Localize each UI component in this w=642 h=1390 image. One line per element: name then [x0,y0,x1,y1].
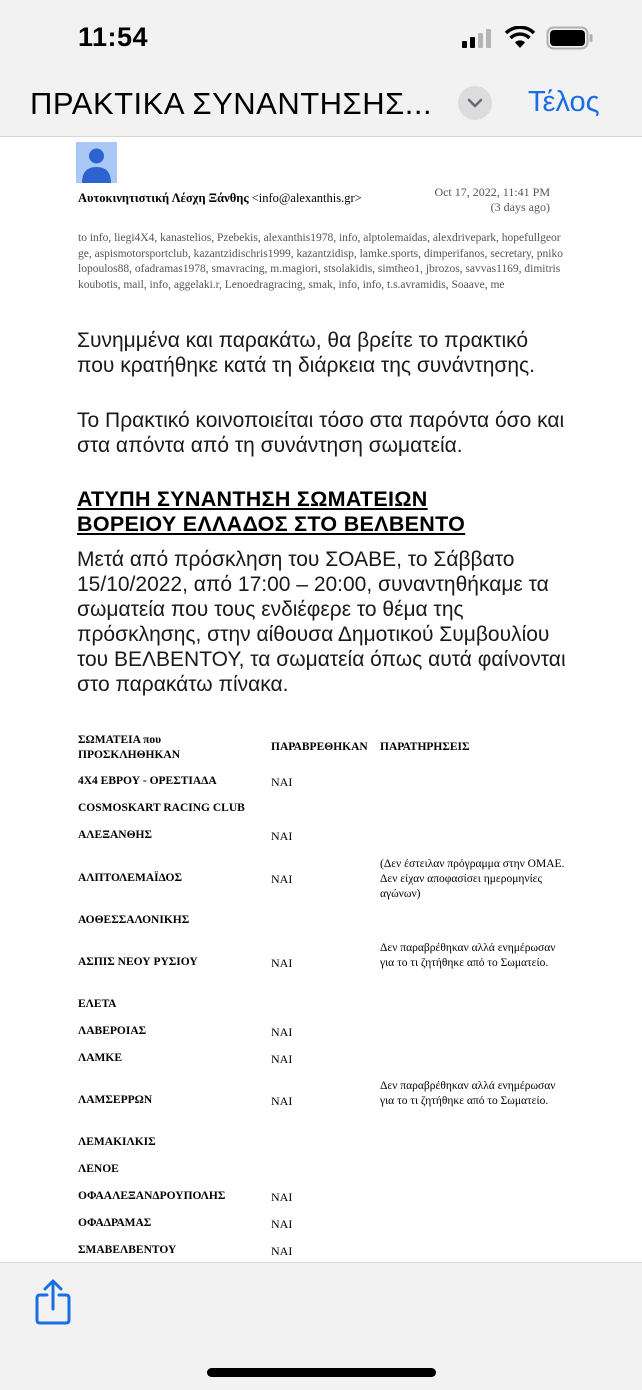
club-name: ΑΛΠΤΟΛΕΜΑΪΔΟΣ [78,872,183,884]
note-value: (Δεν έστειλαν πρόγραμμα στην ΟΜΑΕ. Δεν είχαν αποφασίσει ημερομηνίες αγώνων) [380,858,565,900]
attended-value: ΝΑΙ [271,872,293,886]
document-title: ΠΡΑΚΤΙΚΑ ΣΥΝΑΝΤΗΣΗΣ... [30,86,433,121]
body-paragraph-1: Συνημμένα και παρακάτω, θα βρείτε το πρακτικό που κρατήθηκε κατά τη διάρκεια της συνάντησης. [77,329,536,377]
cellular-signal-icon [462,28,496,48]
home-indicator[interactable] [207,1368,436,1377]
date-time: Oct 17, 2022, 11:41 PM [434,185,550,199]
date-relative: (3 days ago) [490,200,550,214]
attended-value: ΝΑΙ [271,956,293,970]
done-button[interactable]: Τέλος [528,86,600,118]
share-button[interactable] [34,1279,72,1330]
attended-value: ΝΑΙ [271,775,293,789]
document-content[interactable] [0,137,642,1262]
club-name: ΑΣΠΙΣ ΝΕΟΥ ΡΥΣΙΟΥ [78,956,198,968]
club-name: ΛΕΜΑΚΙΛΚΙΣ [78,1136,156,1148]
club-name: ΛΑΒΕΡΟΙΑΣ [78,1025,147,1037]
body-paragraph-2: Το Πρακτικό κοινοποιείται τόσο στα παρόντα όσο και στα απόντα από τη συνάντηση σωματεία. [77,409,565,457]
heading-line-2: ΒΟΡΕΙΟΥ ΕΛΛΑΔΟΣ ΣΤΟ ΒΕΛΒΕΝΤΟ [77,512,466,536]
sender-name: Αυτοκινητιστική Λέσχη Ξάνθης [78,191,249,205]
table-header-attended: ΠΑΡΑΒΡΕΘΗΚΑΝ [271,741,368,753]
status-bar [0,0,642,78]
attended-value: ΝΑΙ [271,1025,293,1039]
status-time: 11:54 [78,22,149,52]
club-name: ΛΕΝΟΕ [78,1163,119,1175]
bottom-toolbar [0,1262,642,1390]
club-name: ΕΛΕΤΑ [78,998,117,1010]
club-name: ΑΟΘΕΣΣΑΛΟΝΙΚΗΣ [78,914,190,926]
sender [78,191,362,206]
attended-value: ΝΑΙ [271,829,293,843]
title-menu-button[interactable] [458,86,492,120]
attended-value: ΝΑΙ [271,1217,293,1231]
note-value: Δεν παραβρέθηκαν αλλά ενημέρωσαν για το τι ζητήθηκε από το Σωματείο. [380,942,556,969]
club-name: ΑΛΕΞΑΝΘΗΣ [78,829,153,841]
club-name: ΛΑΜΣΕΡΡΩΝ [78,1094,153,1106]
body-paragraph-3: Μετά από πρόσκληση του ΣΟΑΒΕ, το Σάββατο 15/10/2022, από 17:00 – 20:00, συναντηθήκαμε τα σωματεία που τους ενδιέφερε το θέμα της πρόσκλησης, στην αίθουσα Δημοτικού Συμβουλίου του ΒΕΛΒΕΝΤΟΥ, τα σωματεία όπως αυτά φαίνονται στο παρακάτω πίνακα. [77,548,566,696]
attended-value: ΝΑΙ [271,1094,293,1108]
club-name: ΟΦΑΑΛΕΞΑΝΔΡΟΥΠΟΛΗΣ [78,1190,226,1202]
note-value: Δεν παραβρέθηκαν αλλά ενημέρωσαν για το τι ζητήθηκε από το Σωματείο. [380,1080,556,1107]
navigation-bar [0,78,642,137]
wifi-icon [504,26,536,50]
table-header-notes: ΠΑΡΑΤΗΡΗΣΕΙΣ [380,741,470,753]
club-name: COSMOSKART RACING CLUB [78,802,245,814]
sender-email: <info@alexanthis.gr> [251,191,362,205]
attended-value: ΝΑΙ [271,1052,293,1066]
club-name: ΛΑΜΚΕ [78,1052,123,1064]
club-name: ΣΜΑΒΕΛΒΕΝΤΟΥ [78,1244,177,1256]
recipients-list: to info, liegi4X4, kanastelios, Pzebekis, alexanthis1978, info, alptolemaidas, alexdrivepark, hopefullgeorge, aspismotorsportclub, kazantzidischris1999, kazantzidisp, lamke.sports, dimperifanos, secretary, pnikolopoulos88, ofadramas1978, smavracing, m.magiori, stsolakidis, simtheo1, jbrozos, savvas1169, dimitriskoubotis, mail, info, aggelaki.r, Lenoedragracing, smak, info, info, t.s.avramidis, Soaave, me [78,232,564,291]
club-name: ΟΦΑΔΡΑΜΑΣ [78,1217,152,1229]
battery-icon [546,26,594,52]
share-icon [34,1279,72,1325]
attended-value: ΝΑΙ [271,1190,293,1204]
chevron-down-icon [467,98,483,108]
club-name: 4Χ4 ΕΒΡΟΥ - ΟΡΕΣΤΙΑΔΑ [78,775,217,787]
table-header-clubs: ΣΩΜΑΤΕΙΑ που ΠΡΟΣΚΛΗΘΗΚΑΝ [78,734,181,761]
minutes-heading [77,487,577,537]
heading-line-1: ΑΤΥΠΗ ΣΥΝΑΝΤΗΣΗ ΣΩΜΑΤΕΙΩΝ [77,487,428,511]
email-date [400,185,550,215]
attended-value: ΝΑΙ [271,1244,293,1258]
person-icon [76,142,117,183]
sender-avatar [76,142,117,183]
